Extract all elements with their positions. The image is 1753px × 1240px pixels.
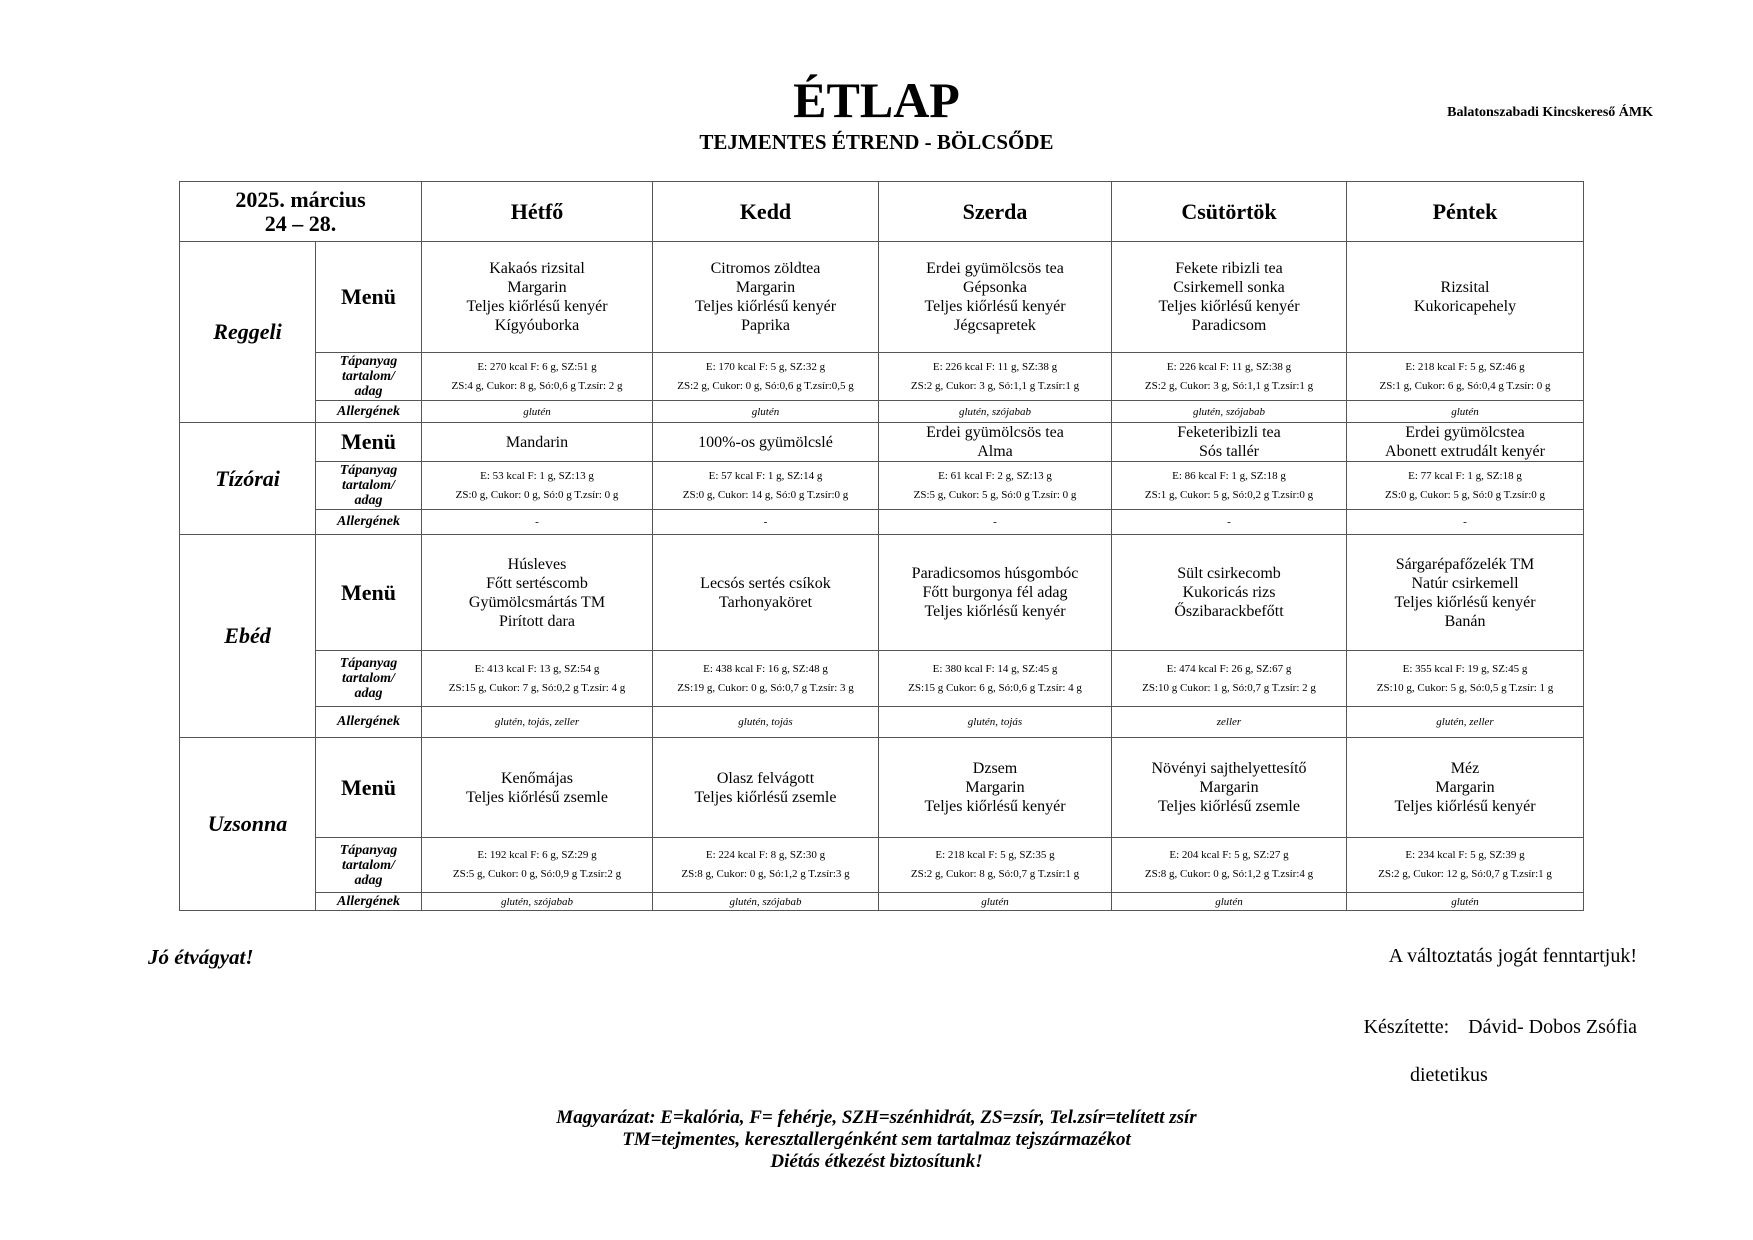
- nutrition-value: E: 413 kcal F: 13 g, SZ:54 g: [474, 662, 600, 675]
- date-month: 2025. március: [235, 186, 366, 212]
- menu-label: Menü: [316, 738, 422, 838]
- nutrition-label-line: adag: [354, 493, 383, 508]
- nutrition-value: ZS:8 g, Cukor: 0 g, Só:1,2 g T.zsír:3 g: [681, 868, 850, 880]
- meal-name-uzsonna: Uzsonna: [180, 738, 316, 911]
- menu-item: Pirított dara: [499, 612, 575, 630]
- nutrition-value: E: 226 kcal F: 11 g, SZ:38 g: [932, 360, 1058, 373]
- nutrition-value: E: 226 kcal F: 11 g, SZ:38 g: [1166, 360, 1292, 373]
- explanation-line-2: TM=tejmentes, keresztallergénként sem tartalmaz tejszármazékot: [622, 1129, 1131, 1150]
- menu-row-tizorai: [180, 423, 1584, 462]
- nutrition-value: E: 380 kcal F: 14 g, SZ:45 g: [932, 662, 1058, 675]
- nutrition-value: ZS:19 g, Cukor: 0 g, Só:0,7 g T.zsír: 3 g: [677, 681, 854, 694]
- menu-cell: [1112, 423, 1347, 462]
- menu-item: Méz: [1450, 760, 1480, 777]
- menu-item: Sült csirkecomb: [1177, 565, 1281, 582]
- nutrition-value: E: 192 kcal F: 6 g, SZ:29 g: [477, 849, 597, 861]
- explanation-line-3: Diétás étkezést biztosítunk!: [770, 1151, 983, 1172]
- menu-item: Teljes kiőrlésű zsemle: [1158, 798, 1300, 815]
- made-by-label: Készítette:: [1363, 1016, 1450, 1038]
- nutrition-label-line: adag: [354, 872, 383, 888]
- allergen-label: Allergének: [316, 707, 422, 738]
- nutrition-value: E: 204 kcal F: 5 g, SZ:27 g: [1169, 849, 1289, 861]
- nutrition-value: ZS:1 g, Cukor: 6 g, Só:0,4 g T.zsír: 0 g: [1379, 379, 1551, 392]
- menu-item: Főtt burgonya fél adag: [922, 584, 1068, 601]
- page-title: ÉTLAP: [793, 72, 960, 128]
- menu-item: Margarin: [1435, 779, 1495, 796]
- menu-item: Rizsital: [1440, 279, 1490, 296]
- menu-cell: [653, 423, 879, 462]
- allergen-cell: glutén: [1347, 893, 1584, 911]
- allergen-cell: glutén: [422, 401, 653, 423]
- nutrition-value: E: 270 kcal F: 6 g, SZ:51 g: [477, 360, 597, 373]
- nutrition-cell: [1347, 353, 1584, 401]
- menu-cell: [1347, 535, 1584, 651]
- menu-cell: [653, 535, 879, 651]
- nutrition-value: ZS:0 g, Cukor: 0 g, Só:0 g T.zsír: 0 g: [455, 488, 619, 501]
- day-header-szerda: Szerda: [879, 182, 1112, 242]
- allergen-cell: glutén, tojás, zeller: [422, 707, 653, 738]
- menu-item: Erdei gyümölcsös tea: [926, 260, 1064, 277]
- nutrition-label-line: Tápanyag: [339, 842, 398, 858]
- nutrition-label: [316, 838, 422, 893]
- menu-cell: [422, 738, 653, 838]
- menu-cell: [1347, 423, 1584, 462]
- menu-cell: [1112, 738, 1347, 838]
- menu-item: Margarin: [965, 779, 1025, 796]
- nutrition-value: ZS:2 g, Cukor: 0 g, Só:0,6 g T.zsír:0,5 g: [677, 379, 854, 392]
- menu-item: Húsleves: [507, 555, 567, 573]
- menu-item: Kukoricapehely: [1413, 298, 1517, 315]
- allergen-cell: -: [422, 510, 653, 535]
- made-by: [1364, 1016, 1637, 1039]
- menu-item: Citromos zöldtea: [710, 260, 821, 277]
- allergen-cell: -: [1112, 510, 1347, 535]
- menu-cell: [422, 242, 653, 353]
- nutrition-cell: [1112, 353, 1347, 401]
- nutrition-value: E: 218 kcal F: 5 g, SZ:35 g: [935, 849, 1055, 861]
- nutrition-cell: [422, 838, 653, 893]
- day-header-hetfo: Hétfő: [422, 182, 653, 242]
- nutrition-row-reggeli: [180, 353, 1584, 401]
- nutrition-value: ZS:1 g, Cukor: 5 g, Só:0,2 g T.zsír:0 g: [1144, 488, 1314, 501]
- menu-item: Kakaós rizsital: [489, 260, 585, 277]
- nutrition-value: E: 170 kcal F: 5 g, SZ:32 g: [705, 360, 826, 373]
- menu-item: Gyümölcsmártás TM: [468, 593, 606, 611]
- menu-item: Teljes kiőrlésű zsemle: [694, 788, 837, 806]
- menu-cell: [879, 423, 1112, 462]
- nutrition-label: [316, 462, 422, 510]
- allergen-label: Allergének: [316, 401, 422, 423]
- nutrition-value: ZS:15 g, Cukor: 7 g, Só:0,2 g T.zsír: 4 g: [448, 681, 626, 694]
- allergen-cell: glutén: [653, 401, 879, 423]
- day-header-pentek: Péntek: [1347, 182, 1584, 242]
- allergen-row-uzsonna: [180, 893, 1584, 911]
- allergen-cell: -: [879, 510, 1112, 535]
- nutrition-cell: [1112, 838, 1347, 893]
- meal-name-reggeli: Reggeli: [180, 242, 316, 423]
- nutrition-value: E: 224 kcal F: 8 g, SZ:30 g: [705, 849, 826, 861]
- menu-item: Teljes kiőrlésű kenyér: [1394, 798, 1536, 815]
- meal-name-tizorai: Tízórai: [180, 423, 316, 535]
- menu-item: Kígyóuborka: [494, 317, 580, 334]
- nutrition-label-line: adag: [354, 686, 383, 701]
- menu-item: Mandarin: [505, 433, 569, 451]
- allergen-label: Allergének: [316, 510, 422, 535]
- made-by-name: Dávid- Dobos Zsófia: [1468, 1016, 1637, 1038]
- allergen-cell: glutén: [1347, 401, 1584, 423]
- menu-item: 100%-os gyümölcslé: [698, 433, 833, 451]
- nutrition-value: ZS:2 g, Cukor: 8 g, Só:0,7 g T.zsír:1 g: [910, 868, 1080, 880]
- nutrition-label-line: tartalom/: [342, 478, 395, 493]
- disclaimer: A változtatás jogát fenntartjuk!: [1388, 945, 1637, 967]
- meal-name-ebed: Ebéd: [180, 535, 316, 738]
- nutrition-value: E: 355 kcal F: 19 g, SZ:45 g: [1402, 662, 1528, 675]
- menu-row-ebed: [180, 535, 1584, 651]
- menu-cell: [653, 242, 879, 353]
- nutrition-cell: [653, 838, 879, 893]
- nutrition-row-ebed: [180, 651, 1584, 707]
- day-header-csutortok: Csütörtök: [1112, 182, 1347, 242]
- nutrition-cell: [422, 353, 653, 401]
- nutrition-value: ZS:8 g, Cukor: 0 g, Só:1,2 g T.zsír:4 g: [1144, 868, 1314, 880]
- menu-cell: [422, 423, 653, 462]
- nutrition-value: E: 77 kcal F: 1 g, SZ:18 g: [1408, 469, 1522, 482]
- menu-item: Abonett extrudált kenyér: [1385, 443, 1545, 460]
- allergen-cell: glutén, szójabab: [653, 893, 879, 911]
- menu-item: Fekete ribizli tea: [1175, 260, 1283, 277]
- allergen-cell: glutén, tojás: [879, 707, 1112, 738]
- menu-cell: [1347, 738, 1584, 838]
- menu-cell: [1347, 242, 1584, 353]
- menu-item: Margarin: [507, 279, 567, 296]
- nutrition-cell: [1112, 462, 1347, 510]
- day-header-kedd: Kedd: [653, 182, 879, 242]
- menu-item: Teljes kiőrlésű kenyér: [924, 603, 1066, 620]
- nutrition-label-line: adag: [354, 384, 383, 399]
- menu-item: Margarin: [1199, 779, 1259, 796]
- menu-item: Csirkemell sonka: [1173, 279, 1285, 296]
- menu-item: Kenőmájas: [501, 769, 573, 787]
- nutrition-value: E: 61 kcal F: 2 g, SZ:13 g: [938, 469, 1052, 482]
- nutrition-cell: [1347, 462, 1584, 510]
- maker-role: dietetikus: [1410, 1064, 1488, 1086]
- nutrition-value: ZS:0 g, Cukor: 5 g, Só:0 g T.zsír:0 g: [1384, 488, 1545, 501]
- nutrition-label-line: tartalom/: [342, 671, 395, 686]
- page-subtitle: TEJMENTES ÉTREND - BÖLCSŐDE: [699, 130, 1054, 154]
- menu-item: Növényi sajthelyettesítő: [1151, 760, 1307, 777]
- nutrition-value: ZS:10 g, Cukor: 5 g, Só:0,5 g T.zsír: 1 g: [1376, 681, 1554, 694]
- header-row: [180, 182, 1584, 242]
- allergen-row-tizorai: [180, 510, 1584, 535]
- nutrition-cell: [879, 838, 1112, 893]
- nutrition-value: ZS:0 g, Cukor: 14 g, Só:0 g T.zsír:0 g: [682, 488, 849, 501]
- menu-item: Teljes kiőrlésű kenyér: [1394, 593, 1536, 611]
- menu-label: Menü: [316, 423, 422, 462]
- nutrition-label-line: Tápanyag: [339, 354, 398, 369]
- nutrition-value: ZS:4 g, Cukor: 8 g, Só:0,6 g T.zsír: 2 g: [451, 379, 623, 392]
- menu-cell: [879, 535, 1112, 651]
- menu-cell: [422, 535, 653, 651]
- menu-item: Lecsós sertés csíkok: [700, 574, 831, 592]
- nutrition-cell: [653, 462, 879, 510]
- nutrition-cell: [1347, 651, 1584, 707]
- menu-item: Főtt sertéscomb: [486, 574, 588, 592]
- explanation: [0, 1107, 1753, 1173]
- nutrition-value: ZS:2 g, Cukor: 3 g, Só:1,1 g T.zsír:1 g: [1144, 379, 1314, 392]
- nutrition-label-line: tartalom/: [342, 369, 395, 384]
- menu-row-reggeli: [180, 242, 1584, 353]
- explanation-line-1: Magyarázat: E=kalória, F= fehérje, SZH=szénhidrát, ZS=zsír, Tel.zsír=telített zsír: [556, 1107, 1197, 1128]
- nutrition-cell: [879, 353, 1112, 401]
- menu-cell: [879, 242, 1112, 353]
- organization-name: Balatonszabadi Kincskereső ÁMK: [1447, 105, 1653, 120]
- nutrition-label-line: Tápanyag: [339, 463, 398, 478]
- menu-item: Olasz felvágott: [716, 769, 815, 787]
- nutrition-value: ZS:5 g, Cukor: 0 g, Só:0,9 g T.zsír:2 g: [452, 868, 622, 880]
- nutrition-row-uzsonna: [180, 838, 1584, 893]
- menu-item: Paradicsom: [1191, 317, 1267, 334]
- nutrition-cell: [653, 651, 879, 707]
- menu-item: Teljes kiőrlésű kenyér: [924, 298, 1066, 315]
- menu-item: Erdei gyümölcsös tea: [926, 424, 1064, 441]
- allergen-label: Allergének: [316, 893, 422, 911]
- nutrition-cell: [653, 353, 879, 401]
- menu-item: Tarhonyaköret: [718, 593, 813, 611]
- menu-item: Feketeribizli tea: [1177, 424, 1281, 441]
- nutrition-value: ZS:5 g, Cukor: 5 g, Só:0 g T.zsír: 0 g: [913, 488, 1077, 501]
- menu-item: Gépsonka: [963, 279, 1027, 296]
- allergen-cell: glutén, szójabab: [1112, 401, 1347, 423]
- date-days: 24 – 28.: [264, 210, 337, 236]
- menu-item: Paprika: [741, 317, 790, 334]
- nutrition-value: E: 86 kcal F: 1 g, SZ:18 g: [1172, 469, 1286, 482]
- nutrition-value: E: 53 kcal F: 1 g, SZ:13 g: [480, 469, 594, 482]
- menu-item: Banán: [1444, 612, 1486, 630]
- nutrition-value: E: 234 kcal F: 5 g, SZ:39 g: [1405, 849, 1525, 861]
- menu-item: Teljes kiőrlésű kenyér: [466, 298, 608, 315]
- allergen-cell: glutén: [1112, 893, 1347, 911]
- nutrition-cell: [1347, 838, 1584, 893]
- nutrition-cell: [879, 462, 1112, 510]
- nutrition-value: ZS:2 g, Cukor: 12 g, Só:0,7 g T.zsír:1 g: [1378, 868, 1552, 880]
- nutrition-label-line: Tápanyag: [339, 656, 398, 671]
- menu-item: Dzsem: [972, 760, 1018, 777]
- nutrition-label: [316, 353, 422, 401]
- menu-item: Teljes kiőrlésű kenyér: [924, 798, 1066, 815]
- menu-item: Natúr csirkemell: [1411, 574, 1519, 592]
- date-range: [180, 182, 422, 242]
- nutrition-value: E: 218 kcal F: 5 g, SZ:46 g: [1405, 360, 1525, 373]
- menu-table: [179, 181, 1584, 911]
- menu-item: Sárgarépafőzelék TM: [1395, 555, 1535, 573]
- allergen-cell: glutén, szójabab: [879, 401, 1112, 423]
- nutrition-row-tizorai: [180, 462, 1584, 510]
- menu-item: Jégcsapretek: [954, 317, 1036, 334]
- menu-item: Paradicsomos húsgombóc: [911, 565, 1079, 582]
- greeting: Jó étvágyat!: [148, 945, 254, 969]
- allergen-cell: -: [653, 510, 879, 535]
- allergen-cell: glutén, tojás: [653, 707, 879, 738]
- menu-label: Menü: [316, 242, 422, 353]
- menu-cell: [1112, 535, 1347, 651]
- menu-cell: [653, 738, 879, 838]
- nutrition-cell: [422, 462, 653, 510]
- nutrition-value: ZS:10 g Cukor: 1 g, Só:0,7 g T.zsír: 2 g: [1142, 681, 1316, 694]
- menu-cell: [879, 738, 1112, 838]
- allergen-cell: zeller: [1112, 707, 1347, 738]
- menu-item: Erdei gyümölcstea: [1405, 424, 1525, 441]
- menu-item: Teljes kiőrlésű kenyér: [694, 298, 837, 315]
- menu-item: Őszibarackbefőtt: [1174, 603, 1284, 620]
- allergen-row-reggeli: [180, 401, 1584, 423]
- allergen-cell: -: [1347, 510, 1584, 535]
- menu-label: Menü: [316, 535, 422, 651]
- nutrition-value: E: 474 kcal F: 26 g, SZ:67 g: [1166, 662, 1292, 675]
- allergen-cell: glutén: [879, 893, 1112, 911]
- nutrition-cell: [879, 651, 1112, 707]
- menu-item: Sós tallér: [1199, 443, 1259, 460]
- menu-item: Teljes kiőrlésű zsemle: [466, 788, 608, 806]
- menu-item: Alma: [977, 443, 1013, 460]
- menu-cell: [1112, 242, 1347, 353]
- nutrition-value: E: 57 kcal F: 1 g, SZ:14 g: [708, 469, 823, 482]
- nutrition-value: E: 438 kcal F: 16 g, SZ:48 g: [703, 662, 828, 675]
- nutrition-label-line: tartalom/: [342, 857, 395, 873]
- allergen-cell: glutén, szójabab: [422, 893, 653, 911]
- nutrition-value: ZS:15 g Cukor: 6 g, Só:0,6 g T.zsír: 4 g: [908, 681, 1082, 694]
- menu-item: Teljes kiőrlésű kenyér: [1158, 298, 1300, 315]
- allergen-cell: glutén, zeller: [1347, 707, 1584, 738]
- nutrition-value: ZS:2 g, Cukor: 3 g, Só:1,1 g T.zsír:1 g: [910, 379, 1080, 392]
- nutrition-cell: [1112, 651, 1347, 707]
- menu-row-uzsonna: [180, 738, 1584, 838]
- menu-item: Margarin: [735, 279, 796, 296]
- allergen-row-ebed: [180, 707, 1584, 738]
- menu-item: Kukoricás rizs: [1182, 584, 1276, 601]
- nutrition-cell: [422, 651, 653, 707]
- nutrition-label: [316, 651, 422, 707]
